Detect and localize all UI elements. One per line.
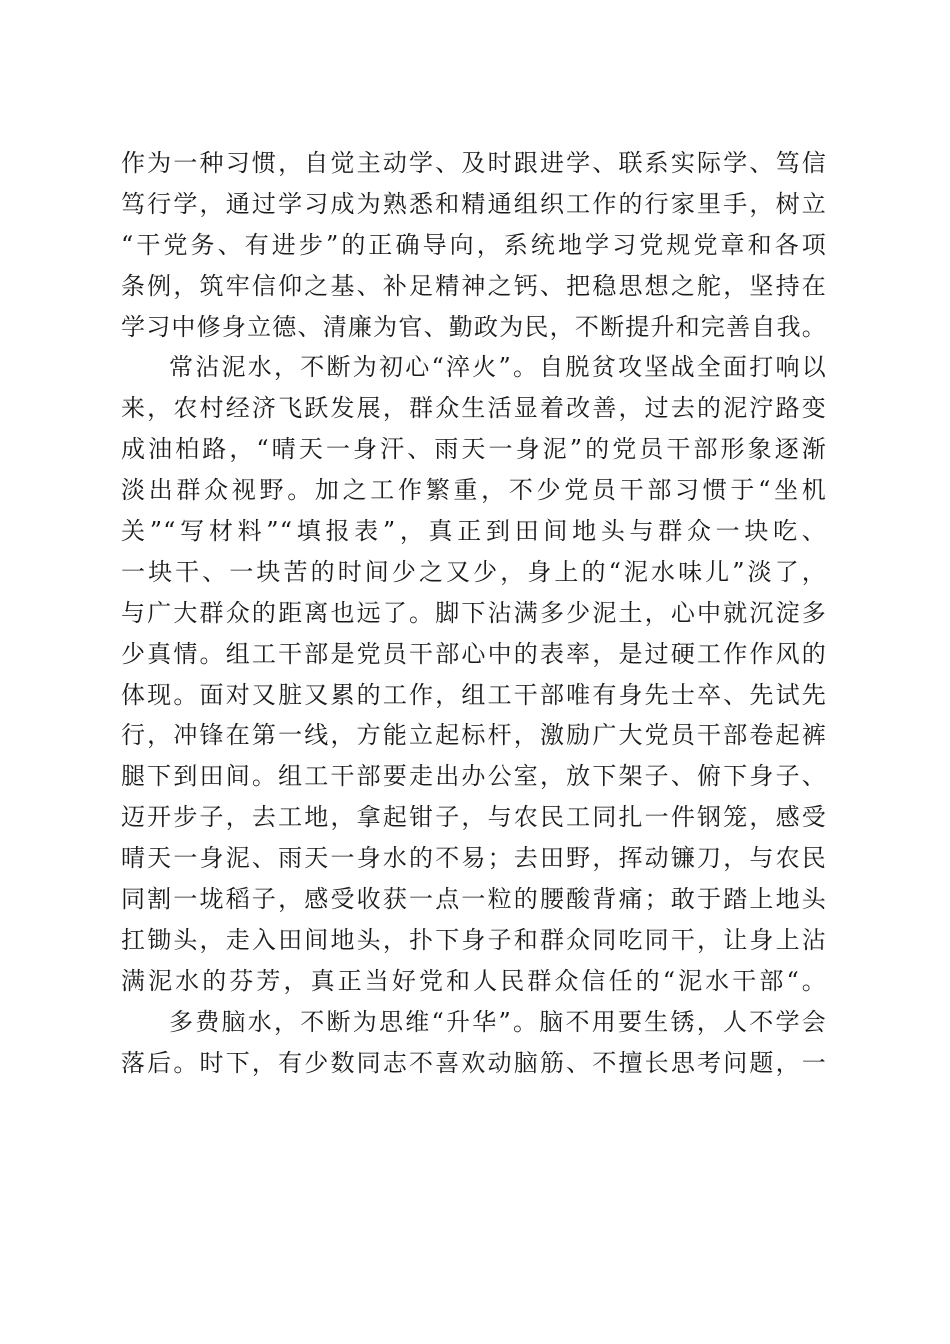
paragraph-end-line: 学习中修身立德、清廉为官、勤政为民，不断提升和完善自我。 [121,312,827,341]
text-line: 作为一种习惯，自觉主动学、及时跟进学、联系实际学、笃信 [121,149,827,177]
text-line: 淡出群众视野。加之工作繁重，不少党员干部习惯于“坐机 [121,476,827,505]
text-line: 与广大群众的距离也远了。脚下沾满多少泥土，心中就沉淀多 [121,598,827,627]
text-line: 笃行学，通过学习成为熟悉和精通组织工作的行家里手，树立 [121,189,827,218]
text-line: 成油柏路，“晴天一身汗、雨天一身泥”的党员干部形象逐渐 [121,435,827,464]
text-line: 一块干、一块苦的时间少之又少，身上的“泥水味儿”淡了， [121,557,827,586]
text-line: 晴天一身泥、雨天一身水的不易；去田野，挥动镰刀，与农民 [121,844,827,873]
text-line: 行，冲锋在第一线，方能立起标杆，激励广大党员干部卷起裤 [121,721,827,750]
text-line: 迈开步子，去工地，拿起钳子，与农民工同扎一件钢笼，感受 [121,803,827,832]
text-line: 少真情。组工干部是党员干部心中的表率，是过硬工作作风的 [121,639,827,668]
text-line: 落后。时下，有少数同志不喜欢动脑筋、不擅长思考问题，一 [121,1048,827,1077]
body-text [121,143,827,1083]
text-line: 条例，筑牢信仰之基、补足精神之钙、把稳思想之舵，坚持在 [121,271,827,300]
paragraph-start-line: 多费脑水，不断为思维“升华”。脑不用要生锈，人不学会 [169,1007,827,1036]
paragraph-start-line: 常沾泥水，不断为初心“淬火”。自脱贫攻坚战全面打响以 [169,353,827,382]
paragraph-end-line: 满泥水的芬芳，真正当好党和人民群众信任的“泥水干部“。 [121,966,827,995]
text-line: 体现。面对又脏又累的工作，组工干部唯有身先士卒、先试先 [121,680,827,709]
text-line: 扛锄头，走入田间地头，扑下身子和群众同吃同干，让身上沾 [121,925,827,954]
text-line: 来，农村经济飞跃发展，群众生活显着改善，过去的泥泞路变 [121,394,827,423]
text-line: “干党务、有进步”的正确导向，系统地学习党规党章和各项 [121,230,827,259]
text-line: 腿下到田间。组工干部要走出办公室，放下架子、俯下身子、 [121,762,827,791]
text-line: 同割一垅稻子，感受收获一点一粒的腰酸背痛；敢于踏上地头 [121,885,827,914]
text-line: 关”“写材料”“填报表”，真正到田间地头与群众一块吃、 [121,517,827,546]
